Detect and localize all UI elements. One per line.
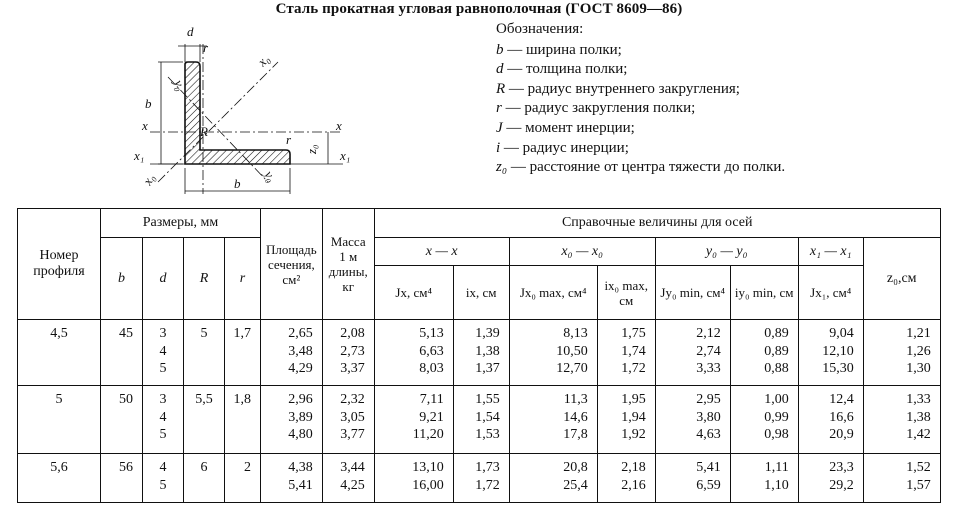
- cell-value: 2,32: [340, 392, 365, 407]
- cell-ix: [453, 320, 509, 386]
- cell-value: 0,88: [764, 361, 789, 376]
- cell-value: 11,20: [412, 427, 444, 442]
- header-r: r: [225, 238, 261, 320]
- cell-d: [143, 320, 184, 386]
- label-x0-top: x₀: [254, 51, 273, 70]
- cell-ix: [453, 454, 509, 503]
- cell-d: [143, 386, 184, 454]
- cell-value: 1,73: [475, 460, 500, 475]
- cell-value: 1,94: [621, 409, 646, 425]
- label-r-right: r: [286, 132, 292, 147]
- cell-value: 2,65: [288, 326, 313, 341]
- cell-value: 10,50: [556, 343, 588, 359]
- cell-value: 3: [159, 326, 167, 341]
- cell-value: 3: [159, 392, 167, 407]
- header-axis-y0y0: y₀ — y₀: [655, 238, 798, 266]
- cell-Jx0: [509, 454, 597, 503]
- label-x-left: x: [142, 118, 148, 133]
- cell-R: [184, 454, 225, 503]
- cell-ix0: [597, 454, 655, 503]
- cell-value: 7,11: [419, 392, 444, 407]
- cell-value: 1,55: [475, 392, 500, 407]
- cell-area: [261, 386, 323, 454]
- header-iy0min: iy₀ min, см: [730, 266, 798, 320]
- cell-value: 5: [55, 392, 63, 407]
- header-axis-xx: x — x: [374, 238, 509, 266]
- cell-value: 56: [119, 460, 133, 475]
- cell-value: 1,30: [906, 361, 931, 376]
- cell-z0: [863, 386, 940, 454]
- cell-value: 2,73: [340, 343, 365, 359]
- cell-value: 1,00: [764, 392, 789, 407]
- header-Jx1: Jx₁, см⁴: [798, 266, 863, 320]
- cell-value: 1,21: [906, 326, 931, 341]
- cell-value: 25,4: [563, 477, 588, 493]
- cell-value: 9,21: [419, 409, 444, 425]
- legend-item: J — момент инерции;: [496, 119, 635, 136]
- cell-value: 4,29: [288, 361, 313, 376]
- cell-b: [101, 454, 143, 503]
- cell-Jx: [374, 320, 453, 386]
- angle-profile-diagram: [128, 22, 368, 200]
- legend: [496, 20, 785, 178]
- cell-value: 3,33: [696, 361, 721, 376]
- cell-value: 1,8: [233, 392, 251, 407]
- header-profile: Номер профиля: [18, 209, 101, 320]
- cell-value: 5,13: [419, 326, 444, 341]
- header-area: Площадь сечения, см²: [261, 209, 323, 320]
- legend-item: r — радиус закругления полки;: [496, 100, 696, 117]
- cell-value: 1,72: [475, 477, 500, 493]
- cell-value: 1,53: [475, 427, 500, 442]
- cell-value: 5: [200, 326, 208, 341]
- legend-heading: Обозначения:: [496, 21, 584, 37]
- cell-value: 2,08: [340, 326, 365, 341]
- cell-value: 4: [159, 343, 167, 359]
- header-mass: Масса 1 м длины, кг: [322, 209, 374, 320]
- label-z0: z₀: [304, 144, 319, 154]
- cell-value: 6,63: [419, 343, 444, 359]
- cell-r: [225, 454, 261, 503]
- header-Jx0max: Jx₀ max, см⁴: [509, 266, 597, 320]
- cell-value: 1,95: [621, 392, 646, 407]
- label-b-vert: b: [145, 96, 152, 111]
- cell-value: 11,3: [563, 392, 588, 407]
- angle-section-shape: [185, 62, 290, 164]
- cell-value: 1,52: [906, 460, 931, 475]
- cell-Jy0: [655, 320, 730, 386]
- cell-value: 1,39: [475, 326, 500, 341]
- cell-profile: [18, 454, 101, 503]
- cell-value: 4,80: [288, 427, 313, 442]
- cell-Jx0: [509, 386, 597, 454]
- cell-value: 5: [159, 477, 167, 493]
- cell-value: 5,41: [288, 477, 313, 493]
- cell-value: 4: [159, 460, 167, 475]
- cell-area: [261, 320, 323, 386]
- label-x1-right: x₁: [340, 148, 351, 163]
- cell-value: 3,80: [696, 409, 721, 425]
- label-x1-left: x₁: [134, 148, 145, 163]
- steel-angle-table: [17, 208, 941, 503]
- cell-value: 5,5: [195, 392, 213, 407]
- cell-Jy0: [655, 386, 730, 454]
- cell-value: 50: [119, 392, 133, 407]
- cell-value: 1,37: [475, 361, 500, 376]
- label-y0-top: y₀: [171, 77, 189, 93]
- cell-ix0: [597, 386, 655, 454]
- cell-value: 2,95: [696, 392, 721, 407]
- cell-value: 17,8: [563, 427, 588, 442]
- cell-value: 20,8: [563, 460, 588, 475]
- label-r-top: r: [203, 40, 209, 55]
- cell-mass: [322, 320, 374, 386]
- cell-value: 1,74: [621, 343, 646, 359]
- cell-value: 3,77: [340, 427, 365, 442]
- cell-value: 6: [200, 460, 208, 475]
- header-Jy0min: Jy₀ min, см⁴: [655, 266, 730, 320]
- header-axis-x0x0: x₀ — x₀: [509, 238, 655, 266]
- cell-mass: [322, 386, 374, 454]
- cell-Jx1: [798, 454, 863, 503]
- cell-r: [225, 386, 261, 454]
- cell-r: [225, 320, 261, 386]
- table-row: [18, 454, 941, 503]
- cell-value: 16,00: [412, 477, 444, 493]
- header-R: R: [184, 238, 225, 320]
- cell-value: 23,3: [829, 460, 854, 475]
- cell-value: 5,41: [696, 460, 721, 475]
- cell-value: 29,2: [829, 477, 854, 493]
- cell-value: 5: [159, 361, 167, 376]
- cell-value: 0,89: [764, 343, 789, 359]
- cell-area: [261, 454, 323, 503]
- header-b: b: [101, 238, 143, 320]
- cell-z0: [863, 320, 940, 386]
- cell-value: 0,98: [764, 427, 789, 442]
- cell-value: 5: [159, 427, 167, 442]
- cell-value: 1,38: [906, 409, 931, 425]
- cell-value: 1,33: [906, 392, 931, 407]
- cell-R: [184, 386, 225, 454]
- cell-value: 14,6: [563, 409, 588, 425]
- cell-value: 12,4: [829, 392, 854, 407]
- cell-value: 16,6: [829, 409, 854, 425]
- table-row: [18, 320, 941, 386]
- cell-ix: [453, 386, 509, 454]
- cell-value: 4,63: [696, 427, 721, 442]
- cell-value: 3,05: [340, 409, 365, 425]
- header-ix: ix, см: [453, 266, 509, 320]
- cell-value: 9,04: [829, 326, 854, 341]
- header-d: d: [143, 238, 184, 320]
- cell-b: [101, 386, 143, 454]
- cell-value: 0,89: [764, 326, 789, 341]
- cell-value: 2,16: [621, 477, 646, 493]
- cell-mass: [322, 454, 374, 503]
- cell-value: 3,44: [340, 460, 365, 475]
- legend-item: R — радиус внутреннего закругления;: [496, 80, 740, 97]
- cell-value: 1,38: [475, 343, 500, 359]
- legend-item: i — радиус инерции;: [496, 139, 629, 156]
- cell-value: 12,10: [822, 343, 854, 359]
- label-x0-bottom: x₀: [139, 171, 158, 188]
- label-y0-bottom: y₀: [261, 168, 280, 185]
- cell-Jy0: [655, 454, 730, 503]
- header-ix0max: ix₀ max, см: [597, 266, 655, 320]
- cell-value: 4,38: [288, 460, 313, 475]
- cell-value: 20,9: [829, 427, 854, 442]
- cell-value: 12,70: [556, 361, 588, 376]
- cell-value: 5,6: [50, 460, 68, 475]
- cell-b: [101, 320, 143, 386]
- cell-value: 1,7: [233, 326, 251, 341]
- cell-R: [184, 320, 225, 386]
- cell-iy0: [730, 454, 798, 503]
- legend-item: z₀ — расстояние от центра тяжести до полки.: [496, 159, 786, 176]
- cell-profile: [18, 320, 101, 386]
- header-reference: Справочные величины для осей: [374, 209, 940, 238]
- cell-value: 4: [159, 409, 167, 425]
- cell-value: 2,12: [696, 326, 721, 341]
- cell-ix0: [597, 320, 655, 386]
- cell-value: 1,54: [475, 409, 500, 425]
- cell-value: 15,30: [822, 361, 854, 376]
- cell-Jx1: [798, 320, 863, 386]
- cell-value: 4,25: [340, 477, 365, 493]
- legend-item: b — ширина полки;: [496, 41, 622, 58]
- cell-value: 2: [244, 460, 251, 475]
- header-sizes: Размеры, мм: [101, 209, 261, 238]
- cell-value: 1,10: [764, 477, 789, 493]
- cell-profile: [18, 386, 101, 454]
- cell-value: 8,13: [563, 326, 588, 341]
- cell-iy0: [730, 386, 798, 454]
- cell-value: 2,74: [696, 343, 721, 359]
- cell-value: 1,92: [621, 427, 646, 442]
- cell-value: 0,99: [764, 409, 789, 425]
- label-x-right: x: [336, 118, 342, 133]
- cell-value: 2,96: [288, 392, 313, 407]
- cell-iy0: [730, 320, 798, 386]
- table-row: [18, 386, 941, 454]
- cell-Jx: [374, 386, 453, 454]
- cell-value: 8,03: [419, 361, 444, 376]
- cell-value: 1,75: [621, 326, 646, 341]
- header-z0: z₀,см: [863, 238, 940, 320]
- label-b-horiz: b: [234, 176, 241, 191]
- cell-value: 3,89: [288, 409, 313, 425]
- label-d: d: [187, 24, 194, 39]
- cell-Jx: [374, 454, 453, 503]
- cell-value: 6,59: [696, 477, 721, 493]
- cell-value: 13,10: [412, 460, 444, 475]
- cell-value: 3,37: [340, 361, 365, 376]
- label-R: R: [200, 124, 208, 139]
- cell-value: 45: [119, 326, 133, 341]
- header-axis-x1x1: x₁ — x₁: [798, 238, 863, 266]
- header-Jx: Jx, см⁴: [374, 266, 453, 320]
- cell-value: 1,26: [906, 343, 931, 359]
- cell-Jx0: [509, 320, 597, 386]
- legend-item: d — толщина полки;: [496, 61, 628, 78]
- page-title: Сталь прокатная угловая равнополочная (ГОСТ 8609—86): [275, 1, 683, 17]
- cell-value: 4,5: [50, 326, 68, 341]
- cell-value: 1,72: [621, 361, 646, 376]
- cell-value: 1,11: [764, 460, 789, 475]
- cell-value: 3,48: [288, 343, 313, 359]
- cell-Jx1: [798, 386, 863, 454]
- cell-d: [143, 454, 184, 503]
- cell-value: 2,18: [621, 460, 646, 475]
- cell-value: 1,57: [906, 477, 931, 493]
- cell-value: 1,42: [906, 427, 931, 442]
- cell-z0: [863, 454, 940, 503]
